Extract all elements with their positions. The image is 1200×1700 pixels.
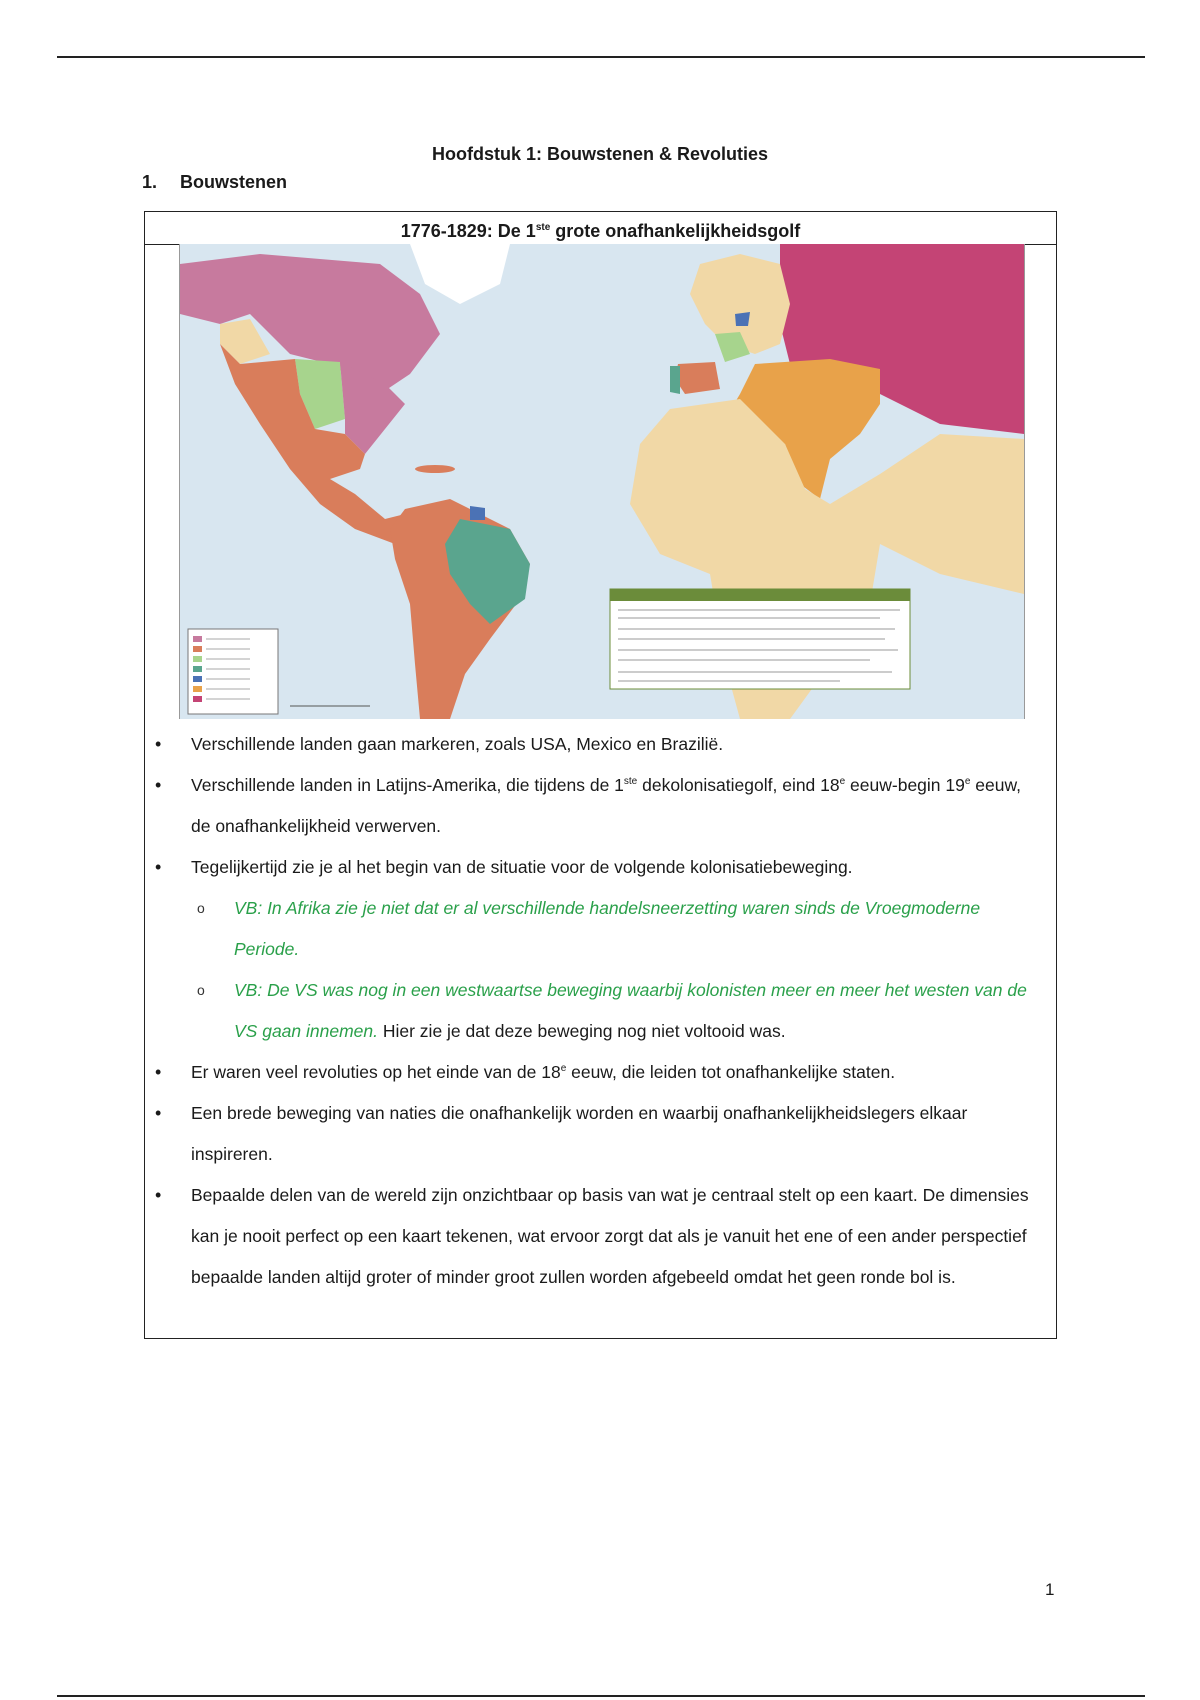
footer-rule	[57, 1695, 1145, 1697]
list-item: • Er waren veel revoluties op het einde van de 18e eeuw, die leiden tot onafhankelijke staten.	[145, 1052, 1058, 1093]
chapter-title: Hoofdstuk 1: Bouwstenen & Revoluties	[431, 144, 769, 164]
box-heading: 1776-1829: De 1ste grote onafhankelijkheidsgolf	[145, 212, 1056, 245]
map-caribbean	[415, 465, 455, 473]
sub-list	[191, 888, 1038, 1052]
list-item: • Verschillende landen gaan markeren, zoals USA, Mexico en Brazilië.	[145, 724, 1058, 765]
page-number: 1	[1045, 1580, 1055, 1599]
list-item: • Een brede beweging van naties die onafhankelijk worden en waarbij onafhankelijkheidslegers elkaar inspireren.	[145, 1093, 1058, 1175]
list-item: • Bepaalde delen van de wereld zijn onzichtbaar op basis van wat je centraal stelt op een kaart. De dimensies kan je nooit perfect op een kaart tekenen, wat ervoor zorgt dat als je vanuit het ene of een ander perspectief bepaalde landen altijd groter of minder groot zullen worden afgebeeld omdat het geen ronde bol is.	[145, 1175, 1058, 1298]
list-item: • Verschillende landen in Latijns-Amerika, die tijdens de 1ste dekolonisatiegolf, eind 18e eeuw-begin 19e eeuw, de onafhankelijkheid verwerven.	[145, 765, 1058, 847]
section-title: Bouwstenen	[180, 172, 288, 192]
map-image	[180, 244, 1024, 719]
section-number: 1.	[142, 172, 158, 192]
sub-list-item: o VB: In Afrika zie je niet dat er al verschillende handelsneerzetting waren sinds de Vroegmoderne Periode.	[191, 888, 1038, 970]
map-portugal	[670, 366, 680, 394]
header-rule	[57, 56, 1145, 58]
map-netherlands	[735, 312, 750, 326]
map-guianas	[470, 506, 485, 520]
content-box	[144, 211, 1057, 1339]
sub-list-item: o VB: De VS was nog in een westwaartse beweging waarbij kolonisten meer en meer het westen van de VS gaan innemen. Hier zie je dat deze beweging nog niet voltooid was.	[191, 970, 1038, 1052]
bullet-list	[145, 724, 1058, 1298]
map-caption-bar	[610, 589, 910, 601]
section-heading	[142, 172, 287, 193]
atlantic-independence-map	[179, 244, 1025, 719]
list-item: • Tegelijkertijd zie je al het begin van de situatie voor de volgende kolonisatiebeweging. o VB: In Afrika zie je niet dat er al verschillende handelsneerzetting waren sinds de Vroegmoderne Periode. o VB: De VS was nog in een westwaartse beweging waarbij kolonisten meer en meer het westen van de VS gaan innemen. Hier zie je dat deze beweging nog niet voltooid was.	[145, 847, 1058, 1052]
